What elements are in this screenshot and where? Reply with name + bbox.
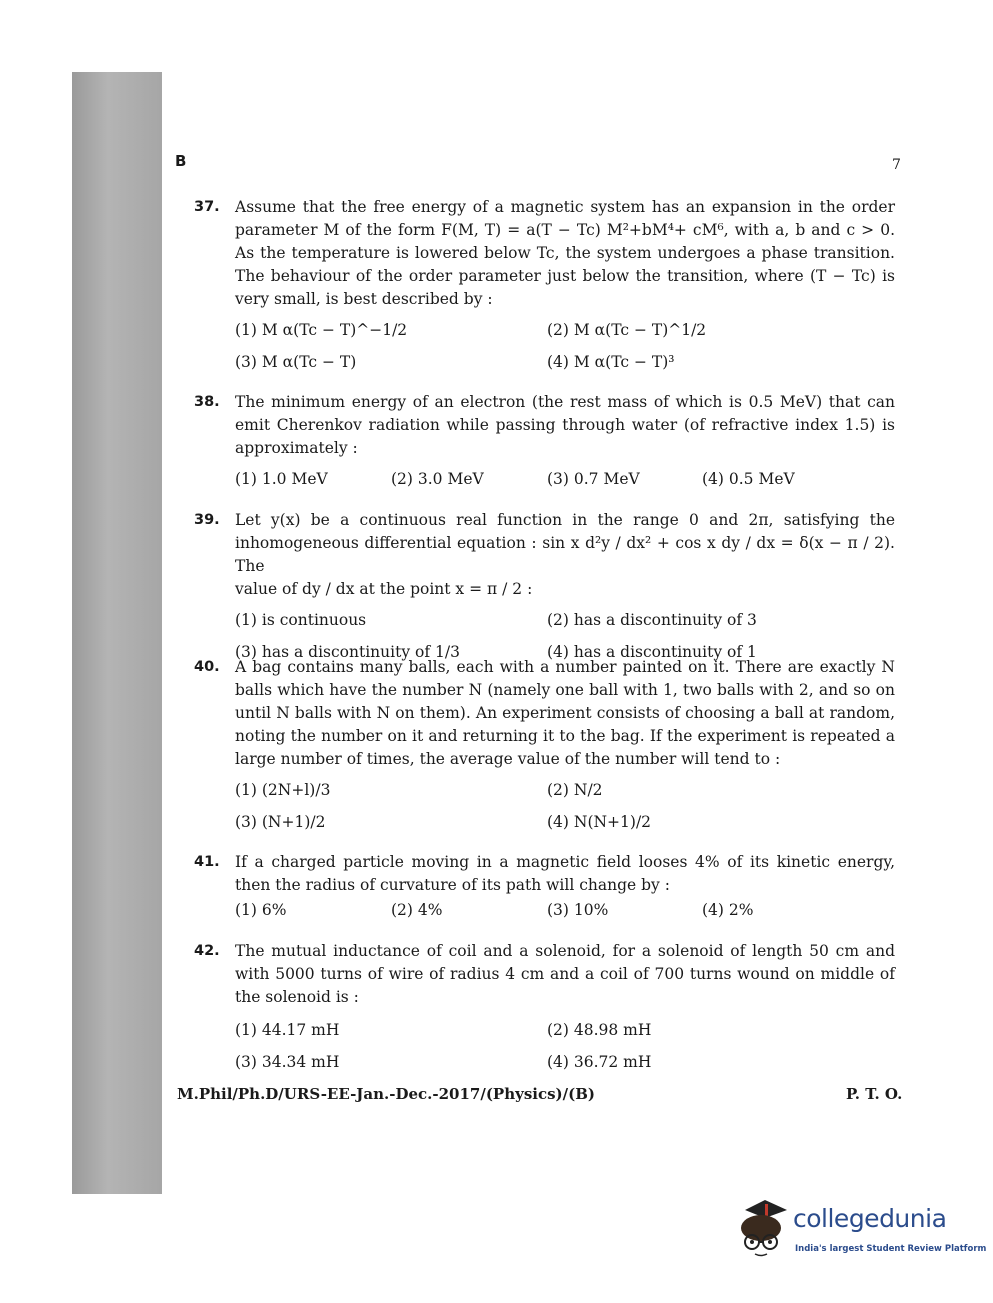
question-number: 41. bbox=[194, 854, 220, 870]
option-3: (3) 34.34 mH bbox=[235, 1053, 340, 1071]
question-text: Assume that the free energy of a magnetic system has an expansion in the order parameter M of the form F(M, T) = a(T − Tc) M²+bM⁴+ cM⁶, with a, b and c > 0. As the temperature is lowered below Tc, the system undergoes a phase transition. The behaviour of the order parameter just below the transition, where (T − Tc) is very small, is best described by : bbox=[235, 198, 895, 308]
question-41 bbox=[194, 851, 895, 925]
options bbox=[235, 311, 895, 375]
option-1: (1) (2N+l)/3 bbox=[235, 781, 331, 799]
question-38 bbox=[194, 391, 895, 490]
question-number: 42. bbox=[194, 943, 220, 959]
option-2: (2) 3.0 MeV bbox=[391, 470, 484, 488]
question-42 bbox=[194, 940, 895, 1073]
question-text-line-3: value of dy / dx at the point x = π / 2 : bbox=[235, 580, 533, 598]
option-2: (2) 4% bbox=[391, 901, 443, 919]
option-2: (2) N/2 bbox=[547, 781, 603, 799]
brand-name: collegedunia bbox=[793, 1204, 947, 1233]
question-text: The minimum energy of an electron (the rest mass of which is 0.5 MeV) that can emit Cherenkov radiation while passing through water (of refractive index 1.5) is approximately : bbox=[235, 393, 895, 457]
option-3: (3) 10% bbox=[547, 901, 609, 919]
options bbox=[235, 1009, 895, 1073]
question-39 bbox=[194, 509, 895, 665]
question-text-line-2: inhomogeneous differential equation : sin x d²y / dx² + cos x dy / dx = δ(x − π / 2). The bbox=[235, 534, 895, 575]
scan-binding-shadow bbox=[72, 72, 162, 1194]
collegedunia-watermark bbox=[735, 1196, 987, 1266]
option-1: (1) M α(Tc − T)^−1/2 bbox=[235, 321, 408, 339]
option-1: (1) is continuous bbox=[235, 611, 367, 629]
question-number: 38. bbox=[194, 394, 220, 410]
option-1: (1) 6% bbox=[235, 901, 287, 919]
option-4: (4) N(N+1)/2 bbox=[547, 813, 652, 831]
page-number: 7 bbox=[892, 157, 901, 173]
section-letter: B bbox=[175, 152, 187, 170]
option-3: (3) (N+1)/2 bbox=[235, 813, 326, 831]
options bbox=[235, 460, 895, 490]
question-text: If a charged particle moving in a magnetic field looses 4% of its kinetic energy, then the radius of curvature of its path will change by : bbox=[235, 853, 895, 894]
options bbox=[235, 897, 895, 925]
option-2: (2) 48.98 mH bbox=[547, 1021, 652, 1039]
pto-label: P. T. O. bbox=[846, 1085, 903, 1103]
question-number: 39. bbox=[194, 512, 220, 528]
option-4: (4) 2% bbox=[702, 901, 754, 919]
options bbox=[235, 771, 895, 835]
question-number: 40. bbox=[194, 659, 220, 675]
option-4: (4) M α(Tc − T)³ bbox=[547, 353, 675, 371]
option-3: (3) has a discontinuity of 1/3 bbox=[235, 643, 460, 661]
option-4: (4) has a discontinuity of 1 bbox=[547, 643, 757, 661]
option-1: (1) 44.17 mH bbox=[235, 1021, 340, 1039]
option-2: (2) M α(Tc − T)^1/2 bbox=[547, 321, 707, 339]
option-1: (1) 1.0 MeV bbox=[235, 470, 328, 488]
question-text bbox=[235, 509, 895, 601]
brand-tagline: India's largest Student Review Platform bbox=[795, 1244, 987, 1254]
question-40 bbox=[194, 656, 895, 835]
question-text: The mutual inductance of coil and a solenoid, for a solenoid of length 50 cm and with 5000 turns of wire of radius 4 cm and a coil of 700 turns wound on middle of the solenoid is : bbox=[235, 942, 895, 1006]
paper-code: M.Phil/Ph.D/URS-EE-Jan.-Dec.-2017/(Physics)/(B) bbox=[177, 1085, 596, 1103]
option-2: (2) has a discontinuity of 3 bbox=[547, 611, 757, 629]
question-text: A bag contains many balls, each with a number painted on it. There are exactly N balls which have the number N (namely one ball with 1, two balls with 2, and so on until N balls with N on them). An experiment consists of choosing a ball at random, noting the number on it and returning it to the bag. If the experiment is repeated a large number of times, the average value of the number will tend to : bbox=[235, 658, 895, 768]
question-text-line-1: Let y(x) be a continuous real function in the range 0 and 2π, satisfying the bbox=[235, 511, 895, 529]
option-3: (3) M α(Tc − T) bbox=[235, 353, 357, 371]
option-3: (3) 0.7 MeV bbox=[547, 470, 640, 488]
option-4: (4) 0.5 MeV bbox=[702, 470, 795, 488]
question-37 bbox=[194, 196, 895, 375]
option-4: (4) 36.72 mH bbox=[547, 1053, 652, 1071]
mascot-icon bbox=[735, 1196, 791, 1258]
question-number: 37. bbox=[194, 199, 220, 215]
